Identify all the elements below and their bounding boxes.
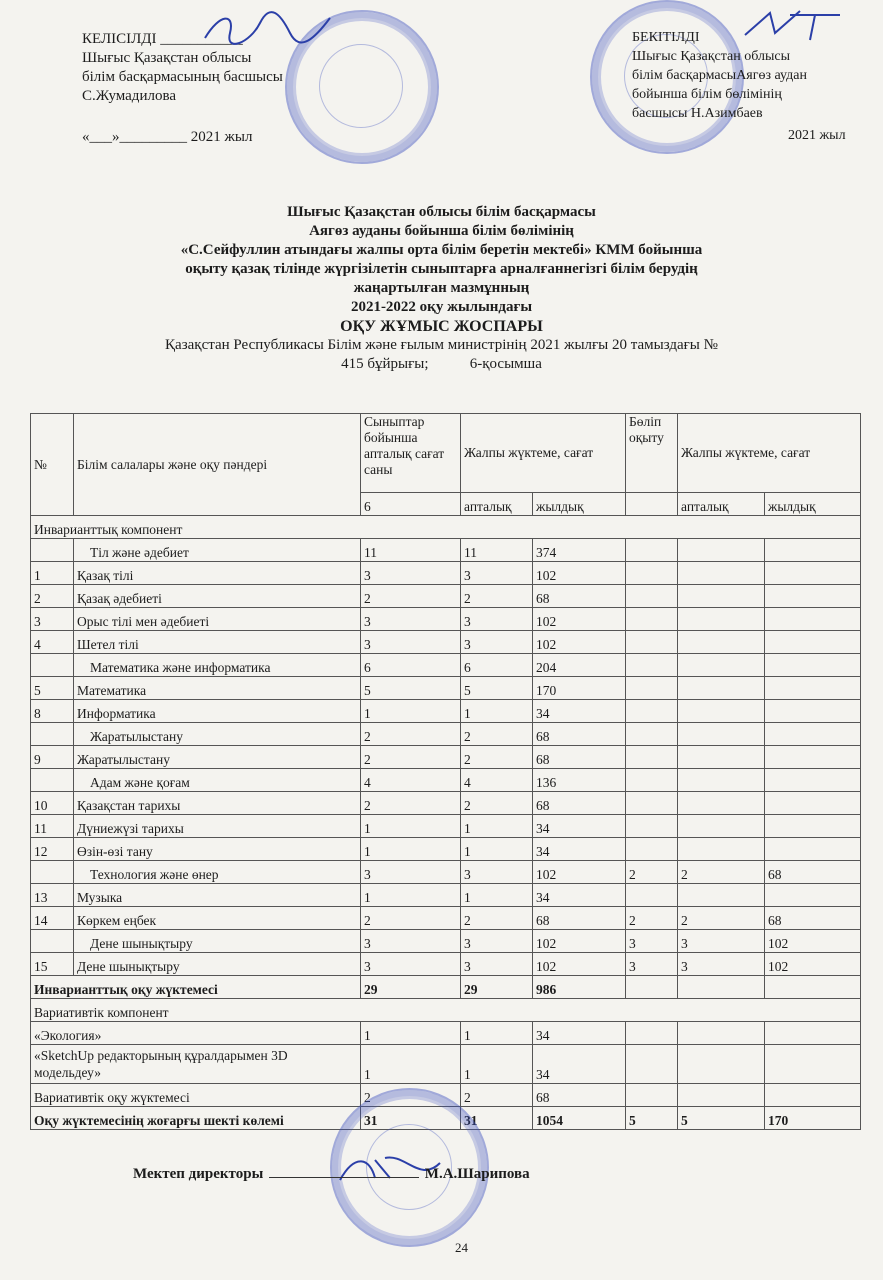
row-value-y: 34 bbox=[533, 700, 626, 723]
row-value-w2 bbox=[678, 1084, 765, 1107]
row-value-g6: 2 bbox=[361, 585, 461, 608]
row-value-g6: 2 bbox=[361, 907, 461, 930]
row-value-y2 bbox=[765, 884, 861, 907]
row-value-y: 102 bbox=[533, 608, 626, 631]
table-row bbox=[31, 930, 861, 953]
row-number: 15 bbox=[31, 953, 74, 976]
row-value-s bbox=[626, 838, 678, 861]
row-value-w2 bbox=[678, 1045, 765, 1084]
row-value-y2 bbox=[765, 585, 861, 608]
row-subject: Шетел тілі bbox=[74, 631, 361, 654]
row-value-y2 bbox=[765, 792, 861, 815]
row-value-y: 34 bbox=[533, 1022, 626, 1045]
row-value-y2 bbox=[765, 1045, 861, 1084]
row-value-y: 34 bbox=[533, 884, 626, 907]
row-value-s: 3 bbox=[626, 930, 678, 953]
col-header-empty bbox=[626, 493, 678, 516]
agreed-position: білім басқармасының басшысы bbox=[82, 69, 283, 85]
table-row bbox=[31, 838, 861, 861]
row-number: 12 bbox=[31, 838, 74, 861]
table-row bbox=[31, 815, 861, 838]
table-row bbox=[31, 562, 861, 585]
row-subject: Дене шынықтыру bbox=[74, 953, 361, 976]
row-number: 2 bbox=[31, 585, 74, 608]
row-value-y: 68 bbox=[533, 792, 626, 815]
row-value-y2 bbox=[765, 608, 861, 631]
row-value-g6: 1 bbox=[361, 838, 461, 861]
row-subject: Жаратылыстану bbox=[74, 746, 361, 769]
row-value-s bbox=[626, 723, 678, 746]
row-value-y2 bbox=[765, 700, 861, 723]
row-value-y2: 102 bbox=[765, 953, 861, 976]
row-value-w2 bbox=[678, 539, 765, 562]
row-value-y: 68 bbox=[533, 1084, 626, 1107]
row-value-y2 bbox=[765, 815, 861, 838]
table-row bbox=[31, 1045, 861, 1084]
row-value-g6: 11 bbox=[361, 539, 461, 562]
director-label: Мектеп директоры bbox=[133, 1166, 264, 1182]
row-value-w: 11 bbox=[461, 539, 533, 562]
row-subject: Информатика bbox=[74, 700, 361, 723]
row-value-w2 bbox=[678, 884, 765, 907]
row-value-w2 bbox=[678, 700, 765, 723]
table-row bbox=[31, 608, 861, 631]
row-value-s bbox=[626, 539, 678, 562]
row-number: 11 bbox=[31, 815, 74, 838]
row-value-w: 1 bbox=[461, 884, 533, 907]
row-subject: «SketchUp редакторының құралдарымен 3D модельдеу» bbox=[31, 1045, 361, 1084]
table-row bbox=[31, 861, 861, 884]
row-value-g6: 1 bbox=[361, 1022, 461, 1045]
row-value-g6: 2 bbox=[361, 723, 461, 746]
row-value-y: 68 bbox=[533, 746, 626, 769]
row-value-g6: 3 bbox=[361, 608, 461, 631]
row-value-w2 bbox=[678, 746, 765, 769]
row-value-w2 bbox=[678, 723, 765, 746]
row-value-s bbox=[626, 815, 678, 838]
row-value-g6: 6 bbox=[361, 654, 461, 677]
table-row bbox=[31, 746, 861, 769]
title-line-1: Шығыс Қазақстан облысы білім басқармасы bbox=[287, 204, 596, 220]
row-value-y: 102 bbox=[533, 562, 626, 585]
row-value-s bbox=[626, 1084, 678, 1107]
row-value-w: 3 bbox=[461, 562, 533, 585]
row-value-y2: 68 bbox=[765, 861, 861, 884]
row-value-s bbox=[626, 654, 678, 677]
col-header-total-load-2: Жалпы жүктеме, сағат bbox=[678, 414, 861, 493]
row-value-y2 bbox=[765, 562, 861, 585]
row-number bbox=[31, 769, 74, 792]
table-row bbox=[31, 769, 861, 792]
row-value-y: 986 bbox=[533, 976, 626, 999]
row-value-y: 170 bbox=[533, 677, 626, 700]
row-value-y: 136 bbox=[533, 769, 626, 792]
title-line-7: ОҚУ ЖҰМЫС ЖОСПАРЫ bbox=[340, 318, 543, 335]
row-value-w: 2 bbox=[461, 746, 533, 769]
row-subject: Математика bbox=[74, 677, 361, 700]
row-value-w: 2 bbox=[461, 792, 533, 815]
row-value-w2 bbox=[678, 631, 765, 654]
decree-reference: Қазақстан Республикасы Білім және ғылым министрінің 2021 жылғы 20 тамыздағы № bbox=[165, 337, 718, 353]
row-value-w: 3 bbox=[461, 608, 533, 631]
row-value-y: 102 bbox=[533, 953, 626, 976]
table-row bbox=[31, 516, 861, 539]
row-subject: Музыка bbox=[74, 884, 361, 907]
row-value-y2 bbox=[765, 838, 861, 861]
col-header-weekly-2: апталық bbox=[678, 493, 765, 516]
title-line-6: 2021-2022 оқу жылындағы bbox=[350, 299, 533, 315]
row-value-s bbox=[626, 608, 678, 631]
row-subject: Технология және өнер bbox=[74, 861, 361, 884]
row-value-y2 bbox=[765, 769, 861, 792]
title-line-5: жаңартылған мазмұнның bbox=[353, 280, 530, 296]
table-row bbox=[31, 999, 861, 1022]
row-number: 13 bbox=[31, 884, 74, 907]
row-number: 9 bbox=[31, 746, 74, 769]
row-value-y: 34 bbox=[533, 815, 626, 838]
col-header-total-load: Жалпы жүктеме, сағат bbox=[461, 414, 626, 493]
row-value-y2 bbox=[765, 677, 861, 700]
row-value-y2: 68 bbox=[765, 907, 861, 930]
table-row bbox=[31, 907, 861, 930]
row-value-w: 1 bbox=[461, 1022, 533, 1045]
row-value-w2 bbox=[678, 838, 765, 861]
row-value-s: 3 bbox=[626, 953, 678, 976]
row-value-s bbox=[626, 1045, 678, 1084]
col-header-yearly: жылдық bbox=[533, 493, 626, 516]
row-value-w2 bbox=[678, 1022, 765, 1045]
row-number bbox=[31, 930, 74, 953]
row-value-s bbox=[626, 769, 678, 792]
row-value-y2 bbox=[765, 654, 861, 677]
row-number bbox=[31, 654, 74, 677]
row-value-y: 102 bbox=[533, 930, 626, 953]
row-value-g6: 1 bbox=[361, 700, 461, 723]
row-value-y2 bbox=[765, 746, 861, 769]
row-value-w: 2 bbox=[461, 1084, 533, 1107]
table-row bbox=[31, 976, 861, 999]
approval-block-right bbox=[632, 28, 807, 123]
col-header-split: Бөліп оқыту bbox=[626, 414, 678, 493]
page-number: 24 bbox=[455, 1240, 468, 1255]
row-value-w2: 5 bbox=[678, 1107, 765, 1130]
row-number: 14 bbox=[31, 907, 74, 930]
table-row bbox=[31, 585, 861, 608]
row-number: 3 bbox=[31, 608, 74, 631]
table-row bbox=[31, 953, 861, 976]
row-value-w2: 3 bbox=[678, 930, 765, 953]
row-value-w: 3 bbox=[461, 953, 533, 976]
row-value-s: 5 bbox=[626, 1107, 678, 1130]
signature-left bbox=[200, 8, 340, 53]
row-number: 5 bbox=[31, 677, 74, 700]
row-value-w2 bbox=[678, 677, 765, 700]
row-value-y2 bbox=[765, 976, 861, 999]
row-value-s bbox=[626, 1022, 678, 1045]
row-value-y: 68 bbox=[533, 585, 626, 608]
section-header: Инварианттық компонент bbox=[31, 516, 861, 539]
row-value-y: 204 bbox=[533, 654, 626, 677]
row-value-s bbox=[626, 746, 678, 769]
row-value-w: 1 bbox=[461, 815, 533, 838]
agreed-label: КЕЛІСІЛДІ ___________ bbox=[82, 31, 243, 47]
row-value-g6: 1 bbox=[361, 884, 461, 907]
row-value-g6: 2 bbox=[361, 746, 461, 769]
table-row bbox=[31, 539, 861, 562]
table-row bbox=[31, 723, 861, 746]
row-subject: Адам және қоғам bbox=[74, 769, 361, 792]
row-value-s bbox=[626, 585, 678, 608]
row-number: 1 bbox=[31, 562, 74, 585]
title-line-3: «С.Сейфуллин атындағы жалпы орта білім беретін мектебі» КММ бойынша bbox=[180, 242, 703, 258]
row-value-w: 3 bbox=[461, 631, 533, 654]
row-value-y: 68 bbox=[533, 907, 626, 930]
row-value-g6: 29 bbox=[361, 976, 461, 999]
row-value-g6: 3 bbox=[361, 631, 461, 654]
row-subject: Дене шынықтыру bbox=[74, 930, 361, 953]
row-value-w: 3 bbox=[461, 930, 533, 953]
table-row bbox=[31, 884, 861, 907]
row-subject: Дүниежүзі тарихы bbox=[74, 815, 361, 838]
approved-dept: білім басқармасыАягөз аудан bbox=[632, 68, 807, 83]
row-value-y2 bbox=[765, 1022, 861, 1045]
row-subject: Көркем еңбек bbox=[74, 907, 361, 930]
director-name: М.А.Шарипова bbox=[424, 1166, 530, 1182]
row-value-y: 34 bbox=[533, 1045, 626, 1084]
row-subject: Вариативтік оқу жүктемесі bbox=[31, 1084, 361, 1107]
row-value-w2 bbox=[678, 769, 765, 792]
document-title bbox=[0, 203, 883, 374]
row-value-w: 2 bbox=[461, 723, 533, 746]
row-value-w: 2 bbox=[461, 907, 533, 930]
approved-name: басшысы Н.Азимбаев bbox=[632, 106, 763, 121]
row-value-y2: 170 bbox=[765, 1107, 861, 1130]
row-value-s: 2 bbox=[626, 861, 678, 884]
table-body bbox=[31, 516, 861, 1130]
table-row bbox=[31, 700, 861, 723]
title-line-4: оқыту қазақ тілінде жүргізілетін сыныптарға арналғаннегізгі білім берудің bbox=[185, 261, 698, 277]
row-value-s bbox=[626, 792, 678, 815]
row-value-y2 bbox=[765, 1084, 861, 1107]
col-header-weekly: апталық bbox=[461, 493, 533, 516]
row-subject: Өзін-өзі тану bbox=[74, 838, 361, 861]
row-value-y: 68 bbox=[533, 723, 626, 746]
row-value-w2 bbox=[678, 608, 765, 631]
row-value-g6: 2 bbox=[361, 1084, 461, 1107]
row-value-w2 bbox=[678, 976, 765, 999]
table-row bbox=[31, 654, 861, 677]
row-value-g6: 3 bbox=[361, 562, 461, 585]
row-subject: Инварианттық оқу жүктемесі bbox=[31, 976, 361, 999]
row-value-g6: 4 bbox=[361, 769, 461, 792]
row-value-w: 4 bbox=[461, 769, 533, 792]
row-number bbox=[31, 723, 74, 746]
table-row bbox=[31, 1022, 861, 1045]
agreed-date: «___»_________ 2021 жыл bbox=[82, 129, 253, 145]
col-header-grade: 6 bbox=[361, 493, 461, 516]
col-header-subject: Білім салалары және оқу пәндері bbox=[74, 414, 361, 516]
row-value-g6: 1 bbox=[361, 1045, 461, 1084]
row-value-w2: 2 bbox=[678, 907, 765, 930]
row-value-g6: 5 bbox=[361, 677, 461, 700]
row-value-w: 6 bbox=[461, 654, 533, 677]
row-value-w2 bbox=[678, 815, 765, 838]
approved-dept-2: бойынша білім бөлімінің bbox=[632, 87, 782, 102]
row-value-y: 102 bbox=[533, 861, 626, 884]
row-subject: Математика және информатика bbox=[74, 654, 361, 677]
row-subject: Қазақ әдебиеті bbox=[74, 585, 361, 608]
row-number bbox=[31, 539, 74, 562]
row-value-g6: 31 bbox=[361, 1107, 461, 1130]
row-value-w: 31 bbox=[461, 1107, 533, 1130]
table-row bbox=[31, 792, 861, 815]
row-value-y: 34 bbox=[533, 838, 626, 861]
curriculum-table bbox=[30, 413, 861, 1130]
row-subject: Тіл және әдебиет bbox=[74, 539, 361, 562]
row-value-w: 5 bbox=[461, 677, 533, 700]
row-value-w2 bbox=[678, 654, 765, 677]
row-value-y2 bbox=[765, 539, 861, 562]
row-value-s bbox=[626, 700, 678, 723]
row-value-w2: 2 bbox=[678, 861, 765, 884]
row-subject: Орыс тілі мен әдебиеті bbox=[74, 608, 361, 631]
col-header-num: № bbox=[31, 414, 74, 516]
row-value-w: 2 bbox=[461, 585, 533, 608]
row-subject: Жаратылыстану bbox=[74, 723, 361, 746]
approved-date: 2021 жыл bbox=[788, 128, 846, 143]
row-number: 8 bbox=[31, 700, 74, 723]
row-value-g6: 1 bbox=[361, 815, 461, 838]
row-value-s bbox=[626, 884, 678, 907]
row-value-g6: 3 bbox=[361, 861, 461, 884]
row-value-g6: 3 bbox=[361, 953, 461, 976]
row-number: 10 bbox=[31, 792, 74, 815]
approved-label: БЕКІТІЛДІ bbox=[632, 30, 700, 45]
table-header-row bbox=[31, 414, 861, 493]
row-value-w: 1 bbox=[461, 838, 533, 861]
row-value-s bbox=[626, 976, 678, 999]
approved-org: Шығыс Қазақстан облысы bbox=[632, 49, 790, 64]
row-value-y2 bbox=[765, 631, 861, 654]
row-value-g6: 2 bbox=[361, 792, 461, 815]
agreed-name: С.Жумадилова bbox=[82, 88, 176, 104]
row-number: 4 bbox=[31, 631, 74, 654]
row-value-y2 bbox=[765, 723, 861, 746]
row-subject: Қазақстан тарихы bbox=[74, 792, 361, 815]
section-header: Вариативтік компонент bbox=[31, 999, 861, 1022]
title-line-2: Аягөз ауданы бойынша білім бөлімінің bbox=[309, 223, 574, 239]
row-value-s bbox=[626, 677, 678, 700]
col-header-weekly-by-class: Сыныптар бойынша апталық сағат саны bbox=[361, 414, 461, 493]
table-row bbox=[31, 677, 861, 700]
agreed-org: Шығыс Қазақстан облысы bbox=[82, 50, 252, 66]
row-value-s bbox=[626, 631, 678, 654]
row-value-w: 1 bbox=[461, 1045, 533, 1084]
row-value-w2 bbox=[678, 792, 765, 815]
col-header-yearly-2: жылдық bbox=[765, 493, 861, 516]
row-value-w2 bbox=[678, 585, 765, 608]
row-value-y: 374 bbox=[533, 539, 626, 562]
row-subject: «Экология» bbox=[31, 1022, 361, 1045]
row-value-y: 1054 bbox=[533, 1107, 626, 1130]
row-subject: Қазақ тілі bbox=[74, 562, 361, 585]
row-value-w: 1 bbox=[461, 700, 533, 723]
decree-appendix: 415 бұйрығы; 6-қосымша bbox=[341, 356, 542, 372]
row-value-y2: 102 bbox=[765, 930, 861, 953]
row-value-w2 bbox=[678, 562, 765, 585]
row-value-w: 3 bbox=[461, 861, 533, 884]
row-value-s: 2 bbox=[626, 907, 678, 930]
row-value-y: 102 bbox=[533, 631, 626, 654]
row-value-w: 29 bbox=[461, 976, 533, 999]
table-row bbox=[31, 631, 861, 654]
row-value-s bbox=[626, 562, 678, 585]
row-number bbox=[31, 861, 74, 884]
row-value-g6: 3 bbox=[361, 930, 461, 953]
row-value-w2: 3 bbox=[678, 953, 765, 976]
row-subject: Оқу жүктемесінің жоғарғы шекті көлемі bbox=[31, 1107, 361, 1130]
director-signature-line bbox=[133, 1166, 530, 1183]
